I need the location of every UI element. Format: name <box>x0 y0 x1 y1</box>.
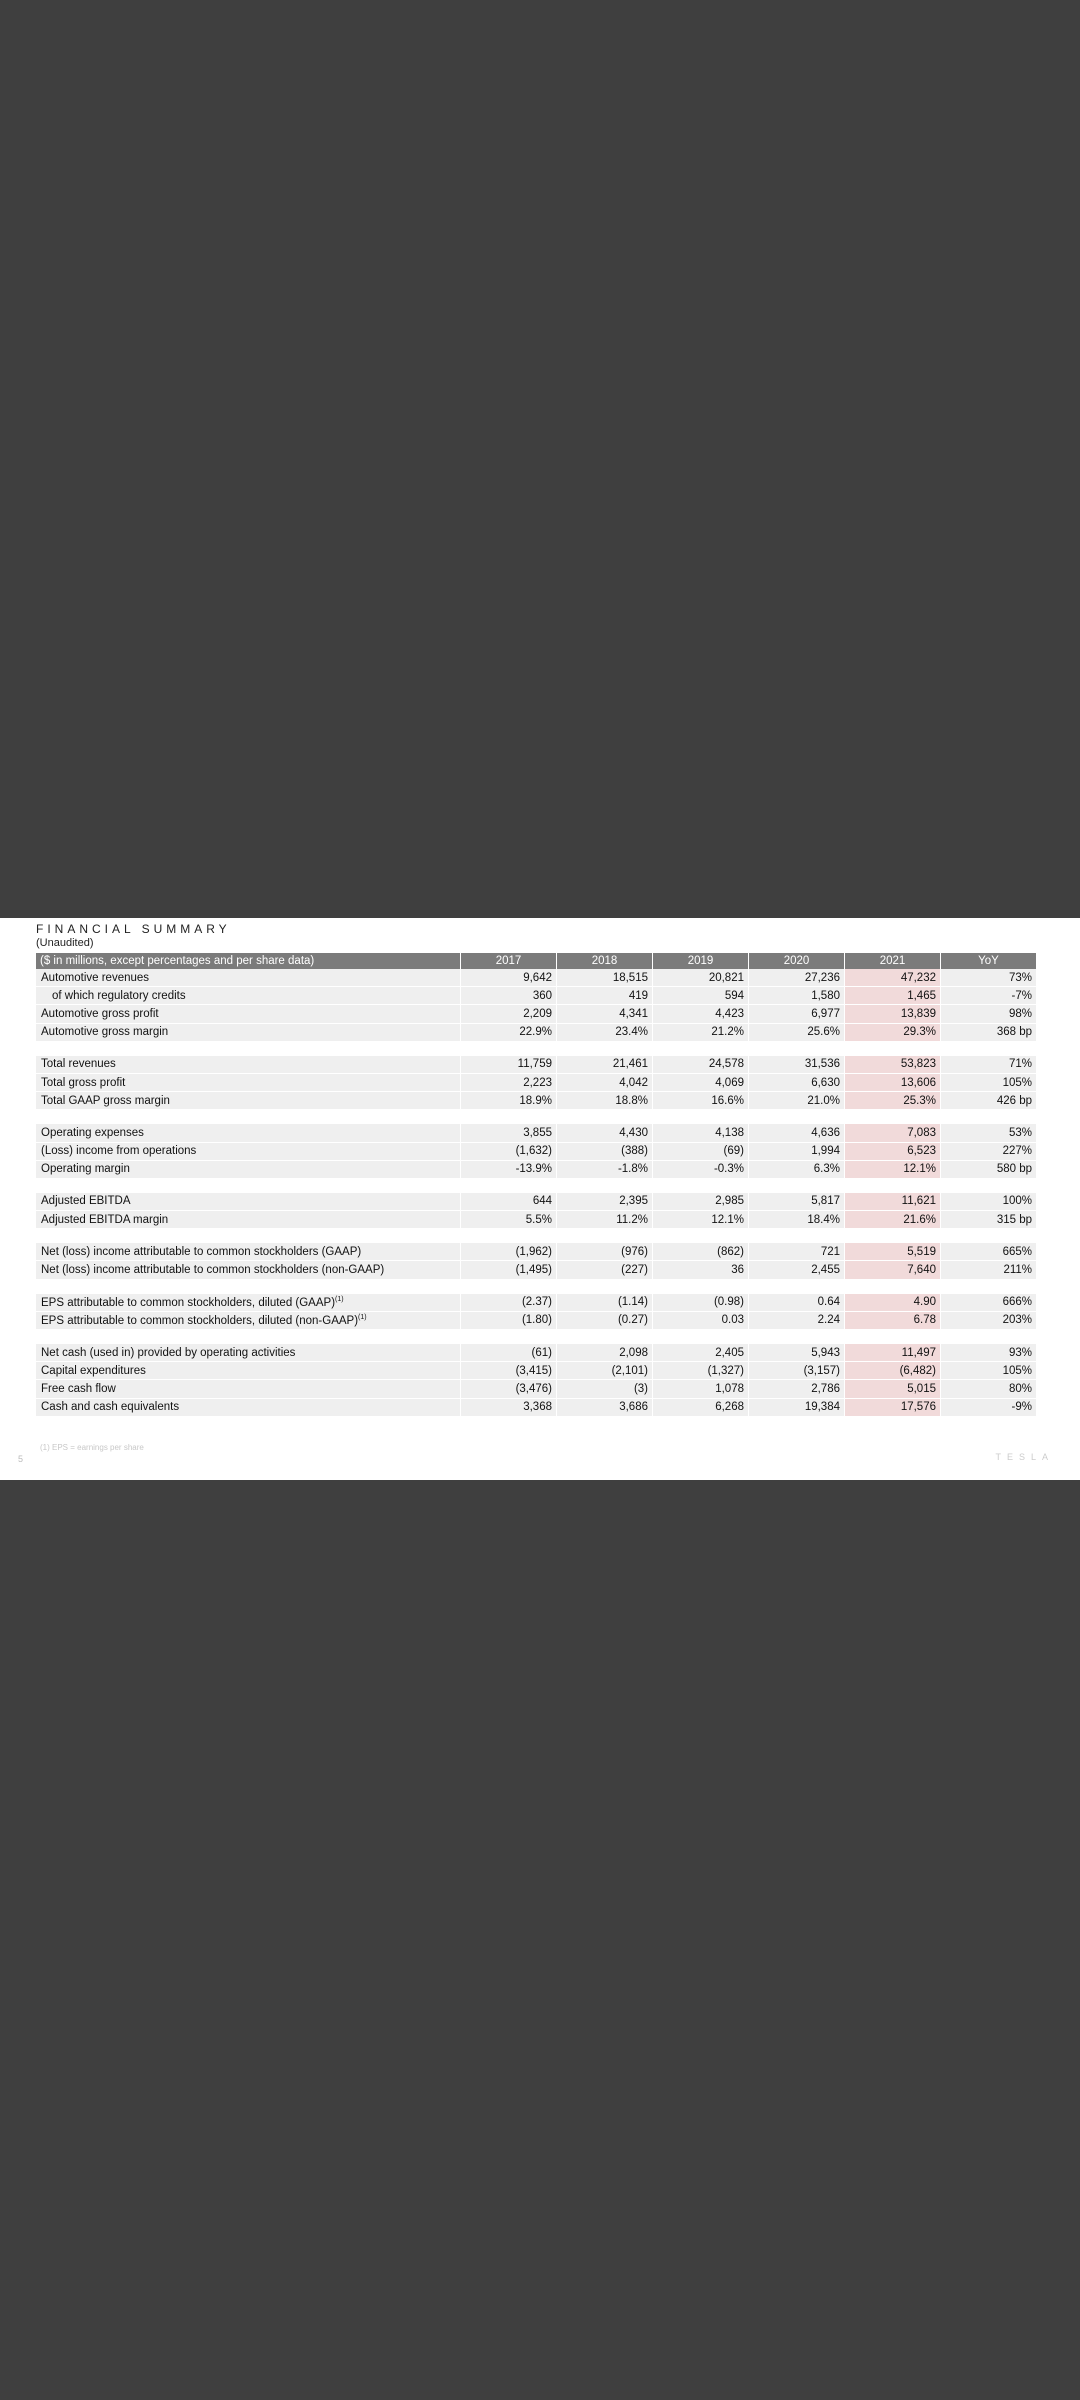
value-cell-2017: (3,415) <box>460 1362 556 1380</box>
value-cell-2018: 18.8% <box>556 1092 652 1110</box>
value-cell-yoy: 227% <box>940 1143 1036 1161</box>
table-row <box>36 1074 1036 1092</box>
row-label <box>36 1092 460 1110</box>
value-cell-yoy: 580 bp <box>940 1161 1036 1179</box>
value-cell-2020: 5,817 <box>748 1193 844 1211</box>
row-label-text: Net cash (used in) provided by operating activities <box>41 1346 296 1359</box>
row-label <box>36 1143 460 1161</box>
value-cell-yoy: 71% <box>940 1056 1036 1074</box>
row-label-text: Automotive gross profit <box>41 1007 159 1020</box>
row-label-text: Automotive gross margin <box>41 1026 169 1039</box>
value-cell-2020: 2,455 <box>748 1261 844 1279</box>
value-cell-2017: 5.5% <box>460 1211 556 1229</box>
table-row <box>36 1380 1036 1398</box>
value-cell-2020: 1,580 <box>748 987 844 1005</box>
row-label <box>36 1211 460 1229</box>
value-cell-yoy: 80% <box>940 1380 1036 1398</box>
value-cell-2020: 6,630 <box>748 1074 844 1092</box>
spacer-cell <box>36 1042 1036 1056</box>
value-cell-2017: 3,368 <box>460 1399 556 1417</box>
group-spacer <box>36 1179 1036 1193</box>
table-row <box>36 1092 1036 1110</box>
slide-title: FINANCIAL SUMMARY <box>36 922 231 936</box>
value-cell-2019: (0.98) <box>652 1294 748 1312</box>
row-label <box>36 1074 460 1092</box>
value-cell-2021: 47,232 <box>844 969 940 987</box>
table-header-row <box>36 953 1036 969</box>
row-label-text: EPS attributable to common stockholders, diluted (GAAP) <box>41 1296 336 1309</box>
value-cell-2020: 25.6% <box>748 1024 844 1042</box>
row-label-text: Adjusted EBITDA <box>41 1195 131 1208</box>
row-label-text: Total GAAP gross margin <box>41 1094 170 1107</box>
value-cell-2020: 6,977 <box>748 1005 844 1023</box>
value-cell-yoy: 98% <box>940 1005 1036 1023</box>
value-cell-yoy: 211% <box>940 1261 1036 1279</box>
col-header-2018: 2018 <box>556 953 652 969</box>
value-cell-2018: 2,395 <box>556 1193 652 1211</box>
value-cell-2018: 419 <box>556 987 652 1005</box>
value-cell-2021: 25.3% <box>844 1092 940 1110</box>
value-cell-2017: 644 <box>460 1193 556 1211</box>
value-cell-2021: 6,523 <box>844 1143 940 1161</box>
col-header-2019: 2019 <box>652 953 748 969</box>
value-cell-yoy: 203% <box>940 1312 1036 1330</box>
spacer-cell <box>36 1229 1036 1243</box>
table-row <box>36 1362 1036 1380</box>
value-cell-2018: 3,686 <box>556 1399 652 1417</box>
value-cell-2019: 4,138 <box>652 1124 748 1142</box>
row-label-text: Free cash flow <box>41 1382 116 1395</box>
table-row <box>36 1312 1036 1330</box>
value-cell-2018: 4,341 <box>556 1005 652 1023</box>
value-cell-2018: 18,515 <box>556 969 652 987</box>
value-cell-yoy: 666% <box>940 1294 1036 1312</box>
value-cell-2020: 5,943 <box>748 1344 844 1362</box>
col-header-2020: 2020 <box>748 953 844 969</box>
value-cell-2018: (1.14) <box>556 1294 652 1312</box>
table-row <box>36 1243 1036 1261</box>
spacer-cell <box>36 1280 1036 1294</box>
row-label <box>36 987 460 1005</box>
value-cell-2018: 4,042 <box>556 1074 652 1092</box>
row-label <box>36 1399 460 1417</box>
value-cell-2019: 6,268 <box>652 1399 748 1417</box>
col-header-2017: 2017 <box>460 953 556 969</box>
row-label <box>36 1294 460 1312</box>
group-spacer <box>36 1110 1036 1124</box>
row-label-text: Cash and cash equivalents <box>41 1401 180 1414</box>
row-label-text: Total revenues <box>41 1058 116 1071</box>
value-cell-2021: 6.78 <box>844 1312 940 1330</box>
row-label <box>36 1243 460 1261</box>
row-label <box>36 1344 460 1362</box>
value-cell-2018: 2,098 <box>556 1344 652 1362</box>
value-cell-2017: 11,759 <box>460 1056 556 1074</box>
value-cell-2021: 13,839 <box>844 1005 940 1023</box>
value-cell-2021: 13,606 <box>844 1074 940 1092</box>
value-cell-2017: (3,476) <box>460 1380 556 1398</box>
value-cell-2020: 1,994 <box>748 1143 844 1161</box>
row-label <box>36 1193 460 1211</box>
row-label-text: Total gross profit <box>41 1076 126 1089</box>
value-cell-2019: -0.3% <box>652 1161 748 1179</box>
value-cell-yoy: 315 bp <box>940 1211 1036 1229</box>
value-cell-2021: 5,519 <box>844 1243 940 1261</box>
table-row <box>36 1261 1036 1279</box>
value-cell-2018: (0.27) <box>556 1312 652 1330</box>
value-cell-2018: (2,101) <box>556 1362 652 1380</box>
value-cell-2018: 23.4% <box>556 1024 652 1042</box>
slide-subtitle: (Unaudited) <box>36 937 94 949</box>
financial-table <box>36 953 1036 1417</box>
table-row <box>36 1143 1036 1161</box>
value-cell-yoy: 100% <box>940 1193 1036 1211</box>
row-label <box>36 1312 460 1330</box>
value-cell-2017: (2.37) <box>460 1294 556 1312</box>
value-cell-2020: 2,786 <box>748 1380 844 1398</box>
value-cell-2019: 12.1% <box>652 1211 748 1229</box>
value-cell-2020: 18.4% <box>748 1211 844 1229</box>
value-cell-2021: 11,621 <box>844 1193 940 1211</box>
value-cell-yoy: 105% <box>940 1074 1036 1092</box>
value-cell-2020: 27,236 <box>748 969 844 987</box>
value-cell-2021: 1,465 <box>844 987 940 1005</box>
value-cell-2021: 53,823 <box>844 1056 940 1074</box>
row-label-text: Operating margin <box>41 1163 130 1176</box>
value-cell-2020: 21.0% <box>748 1092 844 1110</box>
row-label-text: Automotive revenues <box>41 971 150 984</box>
value-cell-2017: 3,855 <box>460 1124 556 1142</box>
value-cell-2017: 9,642 <box>460 969 556 987</box>
row-label-text: Net (loss) income attributable to common stockholders (GAAP) <box>41 1245 362 1258</box>
value-cell-2018: -1.8% <box>556 1161 652 1179</box>
value-cell-2017: (1,632) <box>460 1143 556 1161</box>
group-spacer <box>36 1280 1036 1294</box>
group-spacer <box>36 1042 1036 1056</box>
value-cell-2019: 36 <box>652 1261 748 1279</box>
value-cell-2020: 0.64 <box>748 1294 844 1312</box>
value-cell-2019: 4,423 <box>652 1005 748 1023</box>
value-cell-2019: 1,078 <box>652 1380 748 1398</box>
row-label-text: Net (loss) income attributable to common stockholders (non-GAAP) <box>41 1264 385 1277</box>
value-cell-2020: 721 <box>748 1243 844 1261</box>
value-cell-2020: 31,536 <box>748 1056 844 1074</box>
value-cell-2021: 4.90 <box>844 1294 940 1312</box>
value-cell-2018: (388) <box>556 1143 652 1161</box>
value-cell-2021: (6,482) <box>844 1362 940 1380</box>
value-cell-2017: -13.9% <box>460 1161 556 1179</box>
value-cell-2018: (976) <box>556 1243 652 1261</box>
page-number: 5 <box>18 1454 24 1464</box>
value-cell-2017: 360 <box>460 987 556 1005</box>
value-cell-2017: (1.80) <box>460 1312 556 1330</box>
value-cell-2021: 7,083 <box>844 1124 940 1142</box>
group-spacer <box>36 1330 1036 1344</box>
value-cell-yoy: 93% <box>940 1344 1036 1362</box>
financial-summary-slide <box>0 918 1080 1480</box>
table-row <box>36 1056 1036 1074</box>
table-row <box>36 1024 1036 1042</box>
table-row <box>36 1161 1036 1179</box>
value-cell-yoy: 665% <box>940 1243 1036 1261</box>
row-label <box>36 1362 460 1380</box>
row-label <box>36 1261 460 1279</box>
table-row <box>36 969 1036 987</box>
value-cell-2020: 2.24 <box>748 1312 844 1330</box>
value-cell-2019: (862) <box>652 1243 748 1261</box>
value-cell-2020: 4,636 <box>748 1124 844 1142</box>
header-label: ($ in millions, except percentages and per share data) <box>36 953 460 969</box>
table-row <box>36 1193 1036 1211</box>
value-cell-2017: (1,962) <box>460 1243 556 1261</box>
row-label-text: Operating expenses <box>41 1126 144 1139</box>
value-cell-yoy: 53% <box>940 1124 1036 1142</box>
table-row <box>36 1294 1036 1312</box>
value-cell-2021: 11,497 <box>844 1344 940 1362</box>
value-cell-2017: 22.9% <box>460 1024 556 1042</box>
col-header-yoy: YoY <box>940 953 1036 969</box>
value-cell-2017: 18.9% <box>460 1092 556 1110</box>
row-label-text: Capital expenditures <box>41 1364 146 1377</box>
footnote-marker: (1) <box>358 1313 367 1321</box>
value-cell-2019: 4,069 <box>652 1074 748 1092</box>
brand-logo-text: TESLA <box>995 1452 1054 1462</box>
row-label-text: Adjusted EBITDA margin <box>41 1213 169 1226</box>
footnote: (1) EPS = earnings per share <box>40 1443 144 1452</box>
spacer-cell <box>36 1110 1036 1124</box>
value-cell-2018: (3) <box>556 1380 652 1398</box>
value-cell-2017: (1,495) <box>460 1261 556 1279</box>
value-cell-2019: (69) <box>652 1143 748 1161</box>
value-cell-2021: 5,015 <box>844 1380 940 1398</box>
row-label-text: (Loss) income from operations <box>41 1145 197 1158</box>
value-cell-2021: 12.1% <box>844 1161 940 1179</box>
value-cell-yoy: 368 bp <box>940 1024 1036 1042</box>
value-cell-yoy: 73% <box>940 969 1036 987</box>
value-cell-2020: 19,384 <box>748 1399 844 1417</box>
value-cell-2021: 7,640 <box>844 1261 940 1279</box>
value-cell-2019: 0.03 <box>652 1312 748 1330</box>
value-cell-2019: 16.6% <box>652 1092 748 1110</box>
row-label <box>36 1024 460 1042</box>
value-cell-2019: (1,327) <box>652 1362 748 1380</box>
table-body <box>36 969 1036 1417</box>
value-cell-2021: 17,576 <box>844 1399 940 1417</box>
value-cell-yoy: 426 bp <box>940 1092 1036 1110</box>
group-spacer <box>36 1229 1036 1243</box>
table-row <box>36 987 1036 1005</box>
value-cell-yoy: -7% <box>940 987 1036 1005</box>
table-row <box>36 1399 1036 1417</box>
value-cell-2018: 4,430 <box>556 1124 652 1142</box>
value-cell-2021: 21.6% <box>844 1211 940 1229</box>
spacer-cell <box>36 1179 1036 1193</box>
row-label-text: EPS attributable to common stockholders, diluted (non-GAAP) <box>41 1314 359 1327</box>
table-row <box>36 1211 1036 1229</box>
table-row <box>36 1344 1036 1362</box>
value-cell-2017: 2,209 <box>460 1005 556 1023</box>
row-label <box>36 1056 460 1074</box>
row-label <box>36 1380 460 1398</box>
value-cell-yoy: -9% <box>940 1399 1036 1417</box>
value-cell-2017: (61) <box>460 1344 556 1362</box>
value-cell-2018: (227) <box>556 1261 652 1279</box>
row-label <box>36 1161 460 1179</box>
value-cell-2021: 29.3% <box>844 1024 940 1042</box>
row-label-text: of which regulatory credits <box>52 989 186 1002</box>
value-cell-2019: 21.2% <box>652 1024 748 1042</box>
value-cell-2018: 11.2% <box>556 1211 652 1229</box>
value-cell-2017: 2,223 <box>460 1074 556 1092</box>
table-row <box>36 1124 1036 1142</box>
value-cell-yoy: 105% <box>940 1362 1036 1380</box>
row-label <box>36 1005 460 1023</box>
row-label <box>36 1124 460 1142</box>
table-row <box>36 1005 1036 1023</box>
spacer-cell <box>36 1330 1036 1344</box>
value-cell-2019: 24,578 <box>652 1056 748 1074</box>
row-label <box>36 969 460 987</box>
col-header-2021: 2021 <box>844 953 940 969</box>
value-cell-2019: 20,821 <box>652 969 748 987</box>
value-cell-2019: 2,985 <box>652 1193 748 1211</box>
value-cell-2019: 594 <box>652 987 748 1005</box>
value-cell-2020: (3,157) <box>748 1362 844 1380</box>
value-cell-2018: 21,461 <box>556 1056 652 1074</box>
value-cell-2020: 6.3% <box>748 1161 844 1179</box>
footnote-marker: (1) <box>335 1295 344 1303</box>
value-cell-2019: 2,405 <box>652 1344 748 1362</box>
